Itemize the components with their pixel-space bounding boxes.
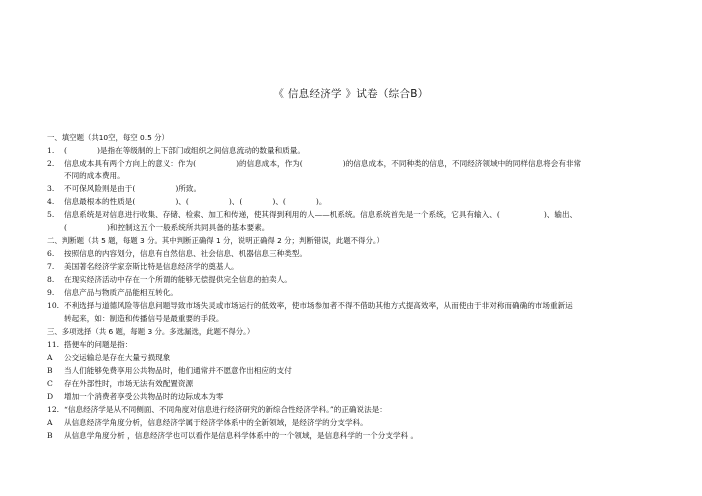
question-number: 10. (47, 301, 60, 310)
question-number: 7. (47, 262, 55, 271)
question-number: 4. (47, 197, 55, 206)
option-text[interactable]: 从信息经济学角度分析，信息经济学属于经济学体系中的全新领域，是经济学的分支学科。 (64, 418, 368, 427)
section-3-header: 三、多项选择（共 6 题，每题 3 分。多选漏选，此题不得分。） (47, 327, 255, 336)
question-text: 按照信息的内容划分，信息有自然信息、社会信息、机器信息三种类型。 (64, 249, 307, 258)
option-key[interactable]: B (47, 431, 53, 440)
question-number: 1. (47, 146, 55, 155)
question-number: 12. (47, 405, 60, 414)
option-key[interactable]: A (47, 418, 53, 427)
option-text[interactable]: 公交运输总是存在大量亏损现象 (64, 353, 171, 362)
question-text: 不利选择与道德风险等信息问题导致市场失灵或市场运行的低效率，使市场参加者不得不借助其他方式提高效率，从而使由于非对称而确确的市场重新运 (64, 301, 573, 310)
question-text: “信息经济学是从不同侧面、不同角度对信息进行经济研究的新综合性经济学科。”的正确说法是： (64, 405, 387, 414)
option-text[interactable]: 当人们能够免费享用公共物品时，他们通常并不愿意作出相应的支付 (64, 366, 292, 375)
option-key[interactable]: B (47, 366, 53, 375)
question-text: 不可保风险则是由于( )所致。 (64, 184, 202, 193)
question-number: 9. (47, 288, 55, 297)
question-text: 信息成本具有两个方向上的意义：作为( )的信息成本，作为( )的信息成本，不同种类的信息，不同经济领域中的同样信息将会有非常 (64, 159, 582, 168)
question-text: 信息最根本的性质是( )、( )、( )、( )。 (64, 197, 327, 206)
question-text: 搭便车的问题是指： (64, 340, 133, 349)
question-text: 美国著名经济学家奈斯比特是信息经济学的奠基人。 (64, 262, 239, 271)
question-text: 信息产品与物质产品能相互转化。 (64, 288, 178, 297)
option-key[interactable]: A (47, 353, 53, 362)
option-key[interactable]: C (47, 379, 53, 388)
question-number: 2. (47, 159, 55, 168)
question-number: 3. (47, 184, 55, 193)
question-number: 11. (47, 340, 60, 349)
question-number: 8. (47, 275, 55, 284)
exam-title: 《 信息经济学 》试卷（综合B） (273, 88, 429, 100)
option-text[interactable]: 存在外部性时，市场无法有效配置资源 (64, 379, 194, 388)
question-text-continued: 不同的成本费用。 (64, 171, 125, 180)
question-text: 在现实经济活动中存在一个所谓的能够无偿提供完全信息的拍卖人。 (64, 275, 292, 284)
option-text[interactable]: 增加一个消费者享受公共物品时的边际成本为零 (64, 392, 224, 401)
section-2-header: 二、判断题（共 5 题，每题 3 分。其中判断正确得 1 分，说明正确得 2 分；判断错误，此题不得分。） (47, 236, 384, 245)
section-1-header: 一、填空题（共10空，每空 0.5 分） (47, 133, 169, 142)
option-key[interactable]: D (47, 392, 54, 401)
question-text: 信息系统是对信息进行收集、存储、检索、加工和传递，使其得到利用的人——机系统。信息系统首先是一个系统，它具有输入、( )、输出、 (64, 210, 578, 219)
question-text-continued: 转起来，如：制造和传播信号是最重要的手段。 (64, 314, 224, 323)
question-number: 6. (47, 249, 55, 258)
option-text[interactable]: 从信息学角度分析 ，信息经济学也可以看作是信息科学体系中的一个领域，是信息科学的一个分支学科 。 (64, 431, 419, 440)
question-number: 5. (47, 210, 55, 219)
question-text-continued: ( )和控制这五个一般系统所共同具备的基本要素。 (64, 223, 270, 232)
question-text: ( )是指在等级制的上下部门或组织之间信息流动的数量和质量。 (64, 146, 305, 155)
